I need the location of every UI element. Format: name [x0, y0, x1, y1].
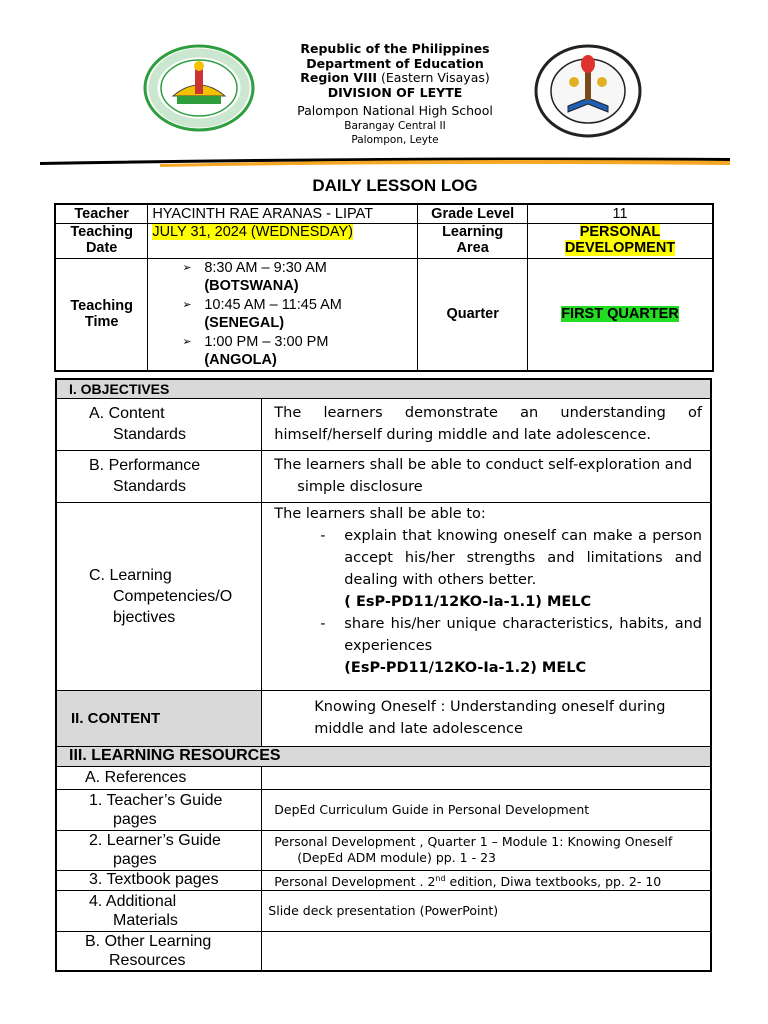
time-value: 8:30 AM – 9:30 AM — [204, 259, 327, 276]
label-line: pages — [113, 810, 157, 828]
additional-materials-value: Slide deck presentation (PowerPoint) — [262, 890, 711, 931]
area-value-1: PERSONAL — [579, 223, 661, 240]
content-heading: II. CONTENT — [56, 690, 262, 746]
teacher-label: Teacher — [55, 204, 148, 223]
text-line: experiences — [344, 637, 433, 654]
textbook-label — [56, 870, 262, 890]
label-line: pages — [113, 851, 157, 868]
text-part: edition, Diwa textbooks, pp. 2- 10 — [445, 873, 662, 889]
time-label-1: Teaching — [70, 298, 133, 314]
text-line: explain that knowing oneself can make a person — [344, 527, 702, 544]
region-rest: (Eastern Visayas) — [377, 70, 490, 85]
label-line: Standards — [113, 478, 186, 495]
text-line: Knowing Oneself : Understanding oneself during — [314, 699, 666, 715]
republic-line: Republic of the Philippines — [300, 41, 490, 56]
objectives-heading: I. OBJECTIVES — [56, 379, 711, 398]
resources-heading: III. LEARNING RESOURCES — [56, 746, 711, 766]
grade-label: Grade Level — [418, 204, 528, 223]
date-cell — [148, 223, 418, 258]
arrow-bullet-icon: ➢ — [182, 261, 192, 274]
superscript: nd — [435, 873, 446, 883]
item-number: 4. — [89, 892, 103, 910]
time-slot — [152, 333, 413, 370]
competency-item — [274, 613, 702, 679]
label-line: B. Performance — [89, 457, 201, 474]
additional-materials-label — [56, 890, 262, 931]
text-line: accept his/her strengths and limitations and — [344, 549, 702, 566]
document-title: DAILY LESSON LOG — [312, 176, 478, 195]
content-standards-text — [262, 398, 711, 450]
region-line — [250, 71, 540, 86]
label-line: Materials — [113, 911, 178, 929]
arrow-bullet-icon: ➢ — [182, 335, 192, 348]
lesson-plan-table — [55, 378, 712, 972]
section-name: (BOTSWANA) — [204, 278, 299, 294]
section-name: (SENEGAL) — [204, 315, 285, 331]
section-name: (ANGOLA) — [204, 352, 277, 368]
label-line: B. Other Learning — [85, 932, 212, 950]
area-value — [528, 223, 713, 258]
quarter-label: Quarter — [418, 258, 528, 371]
area-value-2: DEVELOPMENT — [564, 239, 676, 256]
text-line: middle and late adolescence — [314, 721, 523, 737]
teachers-guide-label — [56, 789, 262, 830]
time-label-2: Time — [84, 314, 119, 330]
time-cell — [148, 258, 418, 371]
division-of-leyte-seal — [143, 44, 255, 132]
text-part: Personal Development . 2 — [274, 873, 436, 889]
learners-guide-value — [262, 830, 711, 870]
textbook-value — [262, 870, 711, 890]
performance-standards-label — [56, 450, 262, 502]
text-line: The learners demonstrate an understanding of — [274, 405, 702, 421]
date-label-1: Teaching — [70, 223, 133, 240]
competencies-label — [56, 502, 262, 690]
division-line: DIVISION OF LEYTE — [327, 84, 463, 100]
performance-standards-text — [262, 450, 711, 502]
time-list — [152, 259, 413, 370]
competency-code: ( EsP-PD11/12KO-Ia-1.1) MELC — [344, 593, 592, 610]
town-line: Palompon, Leyte — [351, 133, 439, 146]
text-line: dealing with others better. — [344, 571, 537, 588]
teachers-guide-value: DepEd Curriculum Guide in Personal Development — [262, 789, 711, 830]
content-standards-label — [56, 398, 262, 450]
time-value: 10:45 AM – 11:45 AM — [204, 296, 342, 313]
text-line: (DepEd ADM module) pp. 1 - 23 — [297, 850, 496, 865]
competencies-text — [262, 502, 711, 690]
dash-bullet: - — [320, 615, 326, 632]
school-name: Palompon National High School — [297, 103, 493, 118]
time-value: 1:00 PM – 3:00 PM — [204, 333, 329, 350]
references-value — [262, 766, 711, 789]
arrow-bullet-icon: ➢ — [182, 298, 192, 311]
text-line: simple disclosure — [297, 479, 423, 495]
label-line: Competencies/O — [113, 587, 233, 605]
other-resources-value — [262, 931, 711, 971]
item-number: 2. — [89, 832, 103, 849]
text-line: himself/herself during middle and late adolescence. — [274, 427, 651, 443]
lesson-info-table — [54, 203, 714, 372]
label-line: Standards — [113, 426, 186, 443]
competency-code: (EsP-PD11/12KO-Ia-1.2) MELC — [344, 659, 587, 676]
learners-guide-label — [56, 830, 262, 870]
label-line: A. Content — [89, 405, 165, 422]
grade-value: 11 — [528, 204, 713, 223]
area-label — [418, 223, 528, 258]
region-bold: Region VIII — [300, 70, 378, 85]
content-text — [262, 690, 711, 746]
label-line: bjectives — [113, 608, 176, 626]
quarter-value: FIRST QUARTER — [561, 306, 679, 322]
competency-item — [274, 525, 702, 613]
date-label-2: Date — [85, 239, 118, 256]
text-line: Personal Development , Quarter 1 – Module 1: Knowing Oneself — [274, 834, 673, 849]
label-line: C. Learning — [89, 566, 172, 584]
date-label — [55, 223, 148, 258]
time-slot — [152, 259, 413, 296]
item-number: 3. — [89, 871, 103, 889]
area-label-1: Learning — [442, 223, 504, 240]
text-line: share his/her unique characteristics, habits, and — [344, 615, 702, 632]
barangay-line: Barangay Central II — [344, 119, 446, 132]
label-line: Additional — [105, 892, 177, 910]
label-line: Resources — [109, 951, 186, 969]
references-label: A. References — [56, 766, 262, 789]
area-label-2: Area — [456, 239, 489, 256]
competency-intro: The learners shall be able to: — [274, 505, 486, 522]
time-slot — [152, 296, 413, 333]
palompon-nhs-seal — [534, 44, 642, 138]
date-value: JULY 31, 2024 (WEDNESDAY) — [152, 223, 353, 240]
label-line: Learner’s Guide — [106, 832, 221, 849]
deped-line: Department of Education — [306, 55, 484, 71]
dash-bullet: - — [320, 527, 326, 544]
other-resources-label — [56, 931, 262, 971]
teacher-value: HYACINTH RAE ARANAS - LIPAT — [148, 204, 418, 223]
item-number: 1. — [89, 791, 103, 809]
text-line: The learners shall be able to conduct self-exploration and — [274, 457, 693, 473]
label-line: Teacher’s Guide — [106, 791, 223, 809]
header-divider — [40, 156, 730, 168]
label-line: Textbook pages — [106, 871, 219, 889]
time-label — [55, 258, 148, 371]
quarter-cell — [528, 258, 713, 371]
letterhead — [250, 42, 540, 147]
